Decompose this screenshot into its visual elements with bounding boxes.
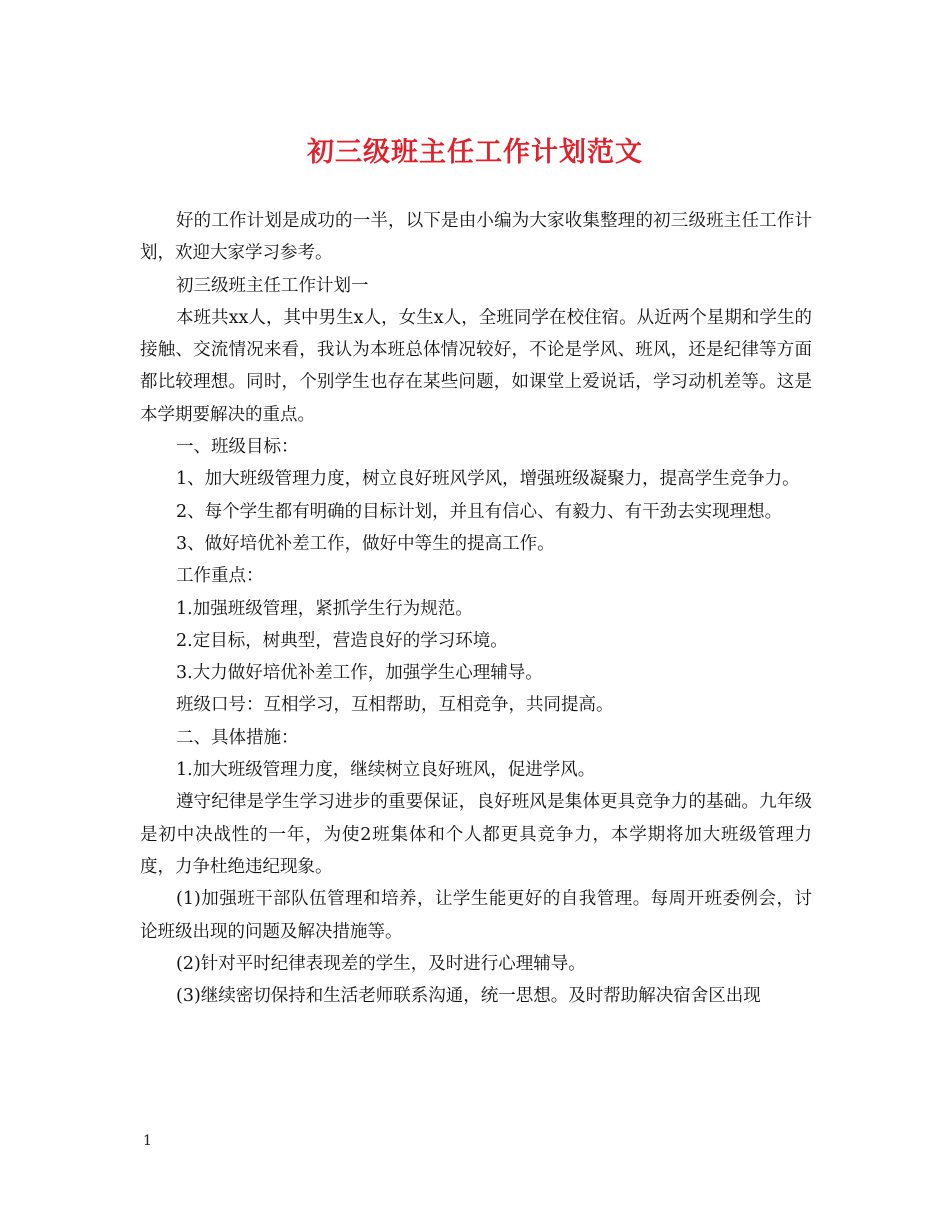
paragraph: 工作重点： bbox=[176, 566, 264, 587]
paragraph: (3)继续密切保持和生活老师联系沟通，统一思想。及时帮助解决宿舍区出现 bbox=[176, 986, 761, 1007]
paragraph: 2、每个学生都有明确的目标计划，并且有信心、有毅力、有干劲去实现理想。 bbox=[176, 501, 783, 522]
document-title: 初三级班主任工作计划范文 bbox=[307, 137, 643, 168]
paragraph: 班级口号：互相学习，互相帮助，互相竞争，共同提高。 bbox=[176, 695, 614, 716]
paragraph: 一、班级目标： bbox=[176, 437, 299, 458]
paragraph: 3、做好培优补差工作，做好中等生的提高工作。 bbox=[176, 533, 555, 554]
paragraph: 初三级班主任工作计划一 bbox=[176, 275, 369, 296]
paragraph: 1.加强班级管理，紧抓学生行为规范。 bbox=[176, 598, 473, 619]
paragraph: (1)加强班干部队伍管理和培养，让学生能更好的自我管理。每周开班委例会，讨论班级出现的问题及解决措施等。 bbox=[140, 889, 812, 942]
paragraph: 1、加大班级管理力度，树立良好班风学风，增强班级凝聚力，提高学生竞争力。 bbox=[176, 469, 800, 490]
paragraph: 2.定目标，树典型，营造良好的学习环境。 bbox=[176, 630, 508, 651]
document-body bbox=[140, 205, 812, 1012]
paragraph: 1.加大班级管理力度，继续树立良好班风，促进学风。 bbox=[176, 760, 596, 781]
paragraph: 本班共xx人，其中男生x人，女生x人，全班同学在校住宿。从近两个星期和学生的接触、交流情况来看，我认为本班总体情况较好，不论是学风、班风，还是纪律等方面都比较理想。同时，个别学生也存在某些问题，如课堂上爱说话，学习动机差等。这是本学期要解决的重点。 bbox=[140, 307, 812, 425]
paragraph: (2)针对平时纪律表现差的学生，及时进行心理辅导。 bbox=[176, 953, 586, 974]
paragraph: 遵守纪律是学生学习进步的重要保证，良好班风是集体更具竞争力的基础。九年级是初中决战性的一年，为使2班集体和个人都更具竞争力，本学期将加大班级管理力度，力争杜绝违纪现象。 bbox=[140, 792, 812, 877]
paragraph: 3.大力做好培优补差工作，加强学生心理辅导。 bbox=[176, 663, 543, 684]
paragraph: 二、具体措施： bbox=[176, 727, 299, 748]
paragraph: 好的工作计划是成功的一半，以下是由小编为大家收集整理的初三级班主任工作计划，欢迎大家学习参考。 bbox=[140, 211, 812, 264]
page-number: 1 bbox=[143, 1133, 152, 1149]
